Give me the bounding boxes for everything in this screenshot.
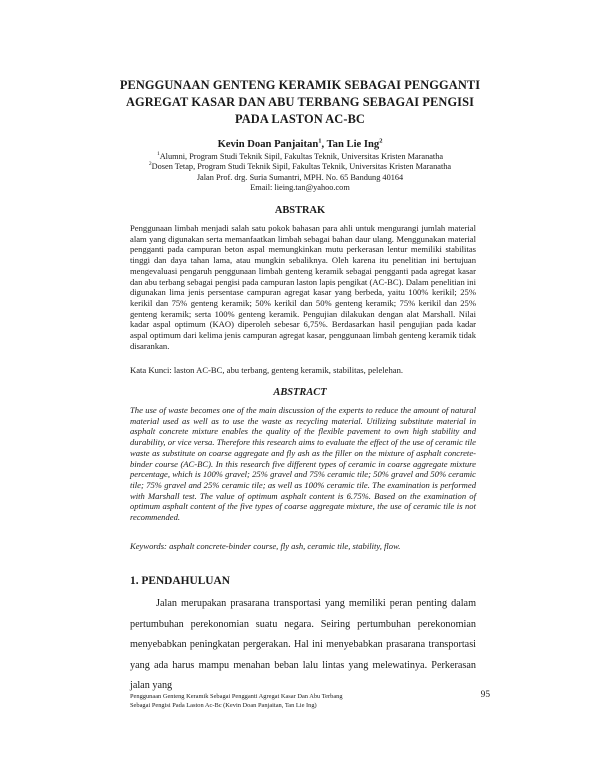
author-separator: ,	[321, 139, 327, 150]
email-line: Email: lieing.tan@yahoo.com	[250, 182, 350, 192]
address-line: Jalan Prof. drg. Suria Sumantri, MPH. No. 65 Bandung 40164	[196, 172, 404, 182]
abstract-text: The use of waste becomes one of the main discussion of the experts to reduce the amount of natural material used as well as to use the waste as recycling material. Utilizing substitute material in asphalt concrete mixture enables the quality of the flexible pavement to own high stability and durability, or vice versa. Therefore this research aims to evaluate the effect of the use of ceramic tile waste as substitute on coarse aggregate and fly ash as the filler on the mixture of asphalt concrete-binder course (AC-BC). In this research five different types of ceramic in coarse aggregate mixture percentage, which is 100% gravel; 25% gravel and 75% ceramic tile; 50% gravel and 50% ceramic tile; 75% gravel and 25% ceramic tile; as well as 100% ceramic tile. The examination is performed with Marshall test. The value of optimum asphalt content is 6.75%. Based on the examination of optimum asphalt content of the five types of coarse aggregate mixture, the use of ceramic tile is not recommended.	[130, 405, 476, 523]
abstrak-text: Penggunaan limbah menjadi salah satu pokok bahasan para ahli untuk mengurangi jumlah material alam yang digunakan serta memanfaatkan limbah sebagai bahan daur ulang. Menggunakan material pengganti pada campuran beton aspal memungkinkan mutu perkerasan lentur memiliki stabilitas tinggi dan daya tahan lama, atau mungkin sebaliknya. Oleh karena itu penelitian ini bertujuan mengevaluasi pengaruh penggunaan limbah genteng keramik sebagai pengganti pada agregat kasar dan abu terbang sebagai pengisi pada campuran laston lapis pengikat (AC-BC). Dalam penelitian ini digunakan lima jenis persentase campuran agregat kasar yang berbeda, yaitu 100% kerikil; 25% kerikil dan 75% genteng keramik; 50% kerikil dan 50% genteng keramik; 75% kerikil dan 25% genteng keramik; serta 100% genteng keramik. Pengujian dilakukan dengan alat Marshall. Nilai kadar aspal optimum (KAO) diperoleh sebesar 6,75%. Berdasarkan hasil pengujian pada kadar aspal optimum dari kelima jenis campuran agregat kasar, penggunaan limbah genteng keramik tidak disarankan.	[130, 223, 476, 351]
affiliations	[60, 152, 540, 193]
author-line	[100, 138, 500, 151]
author-2-superscript: 2	[379, 137, 383, 145]
affiliation-1-text: Alumni, Program Studi Teknik Sipil, Fakultas Teknik, Universitas Kristen Maranatha	[159, 152, 444, 161]
title-line-3: PADA LASTON AC-BC	[235, 112, 365, 126]
keywords: Keywords: asphalt concrete-binder course, fly ash, ceramic tile, stability, flow.	[130, 541, 401, 551]
abstract-heading: ABSTRACT	[273, 387, 327, 398]
kata-kunci: Kata Kunci: laston AC-BC, abu terbang, genteng keramik, stabilitas, pelelehan.	[130, 365, 404, 375]
affiliation-2	[60, 162, 540, 172]
footer-line-2: Sebagai Pengisi Pada Laston Ac-Bc (Kevin Doan Panjaitan, Tan Lie Ing)	[130, 702, 317, 709]
section-heading-pendahuluan: 1. PENDAHULUAN	[130, 575, 230, 587]
running-footer	[130, 692, 430, 710]
footer-line-1: Penggunaan Genteng Keramik Sebagai Pengganti Agregat Kasar Dan Abu Terbang	[130, 693, 343, 700]
page-number: 95	[480, 690, 490, 700]
paper-title	[100, 77, 500, 128]
affiliation-2-superscript: 2	[148, 161, 152, 168]
author-1-superscript: 1	[318, 137, 322, 145]
affiliation-1-superscript: 1	[156, 151, 160, 158]
affiliation-1	[60, 152, 540, 162]
affiliation-2-text: Dosen Tetap, Program Studi Teknik Sipil, Fakultas Teknik, Universitas Kristen Maranatha	[151, 162, 452, 172]
title-line-2: AGREGAT KASAR DAN ABU TERBANG SEBAGAI PENGISI	[125, 95, 475, 109]
section-body-text: Jalan merupakan prasarana transportasi yang memiliki peran penting dalam pertumbuhan perekonomian suatu negara. Seiring pertumbuhan perekonomian menyebabkan peningkatan pergerakan. Hal ini menyebabkan prasarana transportasi yang ada harus mampu menahan beban lalu lintas yang melewatinya. Perkerasan jalan yang	[130, 598, 476, 691]
author-2: Tan Lie Ing	[326, 139, 380, 150]
title-line-1: PENGGUNAAN GENTENG KERAMIK SEBAGAI PENGGANTI	[119, 78, 481, 92]
abstrak-heading: ABSTRAK	[274, 205, 326, 216]
author-1: Kevin Doan Panjaitan	[217, 139, 319, 150]
